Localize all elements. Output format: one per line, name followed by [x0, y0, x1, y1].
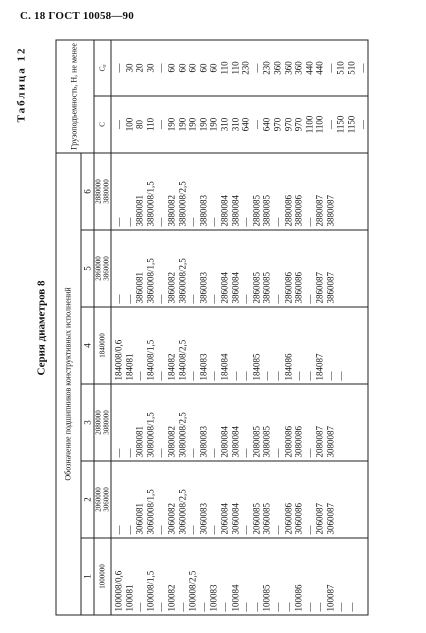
capacity-cell: 30 — [145, 63, 156, 73]
designation-cell: — — [155, 217, 166, 227]
designation-cell: — — [304, 371, 315, 381]
designation-cell: 2080084 — [219, 426, 230, 458]
capacity-cell: 230 — [240, 61, 251, 75]
designation-cell: — — [124, 448, 135, 458]
designation-cell: — — [124, 294, 135, 304]
designation-cell: — — [155, 448, 166, 458]
designation-cell: 3060008/1,5 — [145, 489, 156, 535]
designation-cell: — — [346, 602, 357, 612]
capacity-cell: — — [325, 119, 336, 129]
designation-cell: 3860008/1,5 — [145, 258, 156, 304]
designation-cell: 3080087 — [325, 426, 336, 458]
designation-cell: — — [261, 371, 272, 381]
designation-cell: 2880084 — [219, 195, 230, 227]
capacity-cell: 190 — [208, 117, 219, 132]
capacity-cell: 60 — [198, 63, 209, 73]
designation-cell: — — [134, 602, 145, 612]
capacity-c-column — [111, 96, 368, 153]
capacity-cell: 110 — [145, 117, 156, 132]
designation-cell: 3860086 — [293, 272, 304, 304]
designation-cell: 3860082 — [166, 272, 177, 304]
designation-cell: — — [304, 602, 315, 612]
capacity-cell: 360 — [293, 61, 304, 75]
designation-cell: — — [208, 217, 219, 227]
designation-cell: 100087 — [325, 584, 336, 612]
designation-cell: — — [251, 602, 262, 612]
designation-cell: — — [230, 371, 241, 381]
col-number: 2 — [81, 461, 94, 538]
designation-cell: 3880081 — [134, 195, 145, 227]
capacity-cell: — — [113, 119, 124, 129]
designation-cell: 100081 — [124, 584, 135, 612]
designation-cell: 184083 — [198, 353, 209, 381]
designation-cell: 3060086 — [293, 503, 304, 535]
designation-cell: 3880008/2,5 — [177, 181, 188, 227]
capacity-cell: 20 — [134, 63, 145, 73]
designation-cell: — — [124, 217, 135, 227]
designation-cell: 184008/1,5 — [145, 339, 156, 381]
designation-cell: — — [208, 294, 219, 304]
capacity-c-header: С — [94, 96, 111, 153]
capacity-c0-column — [111, 40, 368, 96]
capacity-cell: 60 — [177, 63, 188, 73]
col-number: 3 — [81, 384, 94, 461]
designation-cell: 3880086 — [293, 195, 304, 227]
designation-cell: 3080082 — [166, 426, 177, 458]
col-index: 2860000 3860000 — [94, 230, 111, 307]
designation-column — [111, 384, 368, 461]
col-index: 2880000 3880000 — [94, 153, 111, 230]
designation-cell: — — [187, 525, 198, 535]
capacity-cell: — — [357, 119, 368, 129]
capacity-cell: 230 — [261, 61, 272, 75]
designation-cell: 3060084 — [230, 503, 241, 535]
designation-cell: 3860083 — [198, 272, 209, 304]
designation-cell: 3060083 — [198, 503, 209, 535]
capacity-cell: — — [357, 63, 368, 73]
designation-cell: 2060087 — [314, 503, 325, 535]
designation-cell: — — [304, 217, 315, 227]
designation-cell: 3880082 — [166, 195, 177, 227]
designation-cell: 2880087 — [314, 195, 325, 227]
designation-cell: 2860087 — [314, 272, 325, 304]
designation-cell: — — [113, 448, 124, 458]
designation-cell: — — [272, 371, 283, 381]
designation-cell: — — [187, 371, 198, 381]
designation-cell: 3060087 — [325, 503, 336, 535]
capacity-cell: 510 — [346, 61, 357, 75]
designation-cell: — — [240, 217, 251, 227]
designation-cell: — — [187, 448, 198, 458]
designation-cell: — — [272, 602, 283, 612]
designation-cell: — — [155, 602, 166, 612]
col-index: 2060000 3060000 — [94, 461, 111, 538]
capacity-cell: 60 — [208, 63, 219, 73]
designation-cell: 100008/2,5 — [187, 570, 198, 612]
designation-cell: 2860085 — [251, 272, 262, 304]
capacity-cell: 440 — [314, 61, 325, 75]
capacity-cell: 1100 — [304, 115, 315, 134]
designation-cell: — — [314, 602, 325, 612]
capacity-cell: — — [251, 119, 262, 129]
designation-cell: 100008/1,5 — [145, 570, 156, 612]
designation-cell: — — [113, 217, 124, 227]
designation-cell: 3880085 — [261, 195, 272, 227]
designation-cell: — — [240, 602, 251, 612]
page-header: С. 18 ГОСТ 10058—90 — [20, 10, 134, 22]
capacity-cell: — — [251, 63, 262, 73]
designation-column — [111, 538, 368, 615]
designation-cell: — — [208, 448, 219, 458]
capacity-cell: 100 — [124, 117, 135, 132]
designation-cell: 3080083 — [198, 426, 209, 458]
designation-cell: — — [293, 371, 304, 381]
capacity-cell: 1150 — [335, 115, 346, 134]
designation-cell: — — [113, 294, 124, 304]
designation-cell: — — [134, 371, 145, 381]
designation-column — [111, 153, 368, 230]
bearing-table — [56, 39, 369, 615]
designation-cell: — — [219, 602, 230, 612]
designation-cell: 100086 — [293, 584, 304, 612]
designation-cell: — — [272, 525, 283, 535]
designation-cell: 3080081 — [134, 426, 145, 458]
designation-cell: 2860086 — [283, 272, 293, 304]
designation-cell: 184087 — [314, 353, 325, 381]
designation-cell: — — [198, 602, 209, 612]
designation-cell: — — [155, 294, 166, 304]
designation-cell: — — [335, 602, 346, 612]
designation-cell: 3860084 — [230, 272, 241, 304]
capacity-cell: 190 — [177, 117, 188, 132]
designation-cell: 184008/2,5 — [177, 339, 188, 381]
designation-cell: 3860081 — [134, 272, 145, 304]
capacity-cell: — — [325, 63, 336, 73]
designation-cell: — — [124, 525, 135, 535]
designation-column — [111, 230, 368, 307]
designation-cell: 100082 — [166, 584, 177, 612]
designation-cell: 3080084 — [230, 426, 241, 458]
capacity-cell: — — [113, 63, 124, 73]
designation-cell: 3080085 — [261, 426, 272, 458]
designation-cell: — — [304, 294, 315, 304]
designation-column — [111, 461, 368, 538]
col-number: 5 — [81, 230, 94, 307]
designation-cell: — — [113, 525, 124, 535]
designation-cell: — — [240, 371, 251, 381]
capacity-cell: 970 — [283, 117, 293, 132]
designation-cell: 3880008/1,5 — [145, 181, 156, 227]
capacity-cell: 110 — [230, 61, 241, 75]
designation-cell: — — [272, 294, 283, 304]
designation-cell: — — [272, 448, 283, 458]
designation-cell: 3860087 — [325, 272, 336, 304]
rotated-table-page — [16, 41, 411, 616]
designation-cell: — — [304, 525, 315, 535]
capacity-cell: 110 — [219, 61, 230, 75]
capacity-header: Грузоподъемность, Н, не менее — [56, 40, 94, 153]
designation-cell: 100083 — [208, 584, 219, 612]
designation-cell: 3860085 — [261, 272, 272, 304]
designation-header: Обозначение подшипников конструктивных исполнений — [56, 153, 81, 615]
designation-cell: 3860008/2,5 — [177, 258, 188, 304]
capacity-cell: 440 — [304, 61, 315, 75]
designation-cell: 2060085 — [251, 503, 262, 535]
designation-cell: 2860084 — [219, 272, 230, 304]
designation-cell: — — [177, 602, 188, 612]
designation-cell: 2080086 — [283, 426, 293, 458]
designation-cell: 184086 — [283, 353, 293, 381]
capacity-cell: 970 — [272, 117, 283, 132]
col-index: 1000000 — [94, 538, 111, 615]
designation-cell: — — [325, 371, 336, 381]
designation-cell: 100084 — [230, 584, 241, 612]
designation-cell: — — [208, 371, 219, 381]
series-title: Серия диаметров 8 — [35, 280, 48, 376]
designation-cell: — — [155, 371, 166, 381]
designation-cell: 184085 — [251, 353, 262, 381]
designation-cell: 3880084 — [230, 195, 241, 227]
capacity-cell: 60 — [166, 63, 177, 73]
designation-cell: — — [283, 602, 293, 612]
designation-cell: 3080008/2,5 — [177, 412, 188, 458]
capacity-cell: 360 — [283, 61, 293, 75]
capacity-cell: 190 — [198, 117, 209, 132]
designation-cell: 2060086 — [283, 503, 293, 535]
capacity-cell: 510 — [335, 61, 346, 75]
designation-cell: — — [240, 448, 251, 458]
capacity-cell: 640 — [240, 117, 251, 132]
designation-cell: 3880083 — [198, 195, 209, 227]
capacity-cell: — — [155, 119, 166, 129]
designation-cell: 184082 — [166, 353, 177, 381]
col-number: 4 — [81, 307, 94, 384]
table-label: Таблица 12 — [15, 46, 28, 123]
capacity-cell: 970 — [293, 117, 304, 132]
designation-cell: — — [208, 525, 219, 535]
capacity-cell: 310 — [219, 117, 230, 132]
capacity-cell: — — [155, 63, 166, 73]
designation-cell: — — [240, 294, 251, 304]
capacity-cell: 190 — [187, 117, 198, 132]
designation-cell: — — [155, 525, 166, 535]
designation-cell: 184008/0,6 — [113, 339, 124, 381]
designation-cell: 100085 — [261, 584, 272, 612]
designation-cell: — — [272, 217, 283, 227]
designation-cell: — — [304, 448, 315, 458]
designation-cell: 3080086 — [293, 426, 304, 458]
designation-cell: 3060085 — [261, 503, 272, 535]
capacity-cell: 310 — [230, 117, 241, 132]
col-number: 1 — [81, 538, 94, 615]
designation-cell: — — [335, 371, 346, 381]
designation-cell: — — [187, 217, 198, 227]
capacity-cell: 30 — [124, 63, 135, 73]
designation-cell: — — [187, 294, 198, 304]
designation-cell: 3060082 — [166, 503, 177, 535]
designation-cell: — — [240, 525, 251, 535]
capacity-cell: 80 — [134, 119, 145, 129]
capacity-cell: 60 — [187, 63, 198, 73]
capacity-cell: 640 — [261, 117, 272, 132]
col-index: 2080000 3080000 — [94, 384, 111, 461]
capacity-cell: 360 — [272, 61, 283, 75]
col-index: 1840000 — [94, 307, 111, 384]
designation-column — [111, 307, 368, 384]
capacity-cell: 190 — [166, 117, 177, 132]
designation-cell: 3880087 — [325, 195, 336, 227]
designation-cell: 2060084 — [219, 503, 230, 535]
capacity-cell: 1100 — [314, 115, 325, 134]
designation-cell: 184084 — [219, 353, 230, 381]
designation-cell: 2880085 — [251, 195, 262, 227]
designation-cell: 184081 — [124, 353, 135, 381]
designation-cell: 2880086 — [283, 195, 293, 227]
capacity-cell: 1150 — [346, 115, 357, 134]
designation-cell: 2080085 — [251, 426, 262, 458]
capacity-c0-header: С₀ — [94, 40, 111, 96]
designation-cell: 3080008/1,5 — [145, 412, 156, 458]
designation-cell: 100008/0,6 — [113, 570, 124, 612]
col-number: 6 — [81, 153, 94, 230]
designation-cell: 3060008/2,5 — [177, 489, 188, 535]
designation-cell: 3060081 — [134, 503, 145, 535]
designation-cell: 2080087 — [314, 426, 325, 458]
